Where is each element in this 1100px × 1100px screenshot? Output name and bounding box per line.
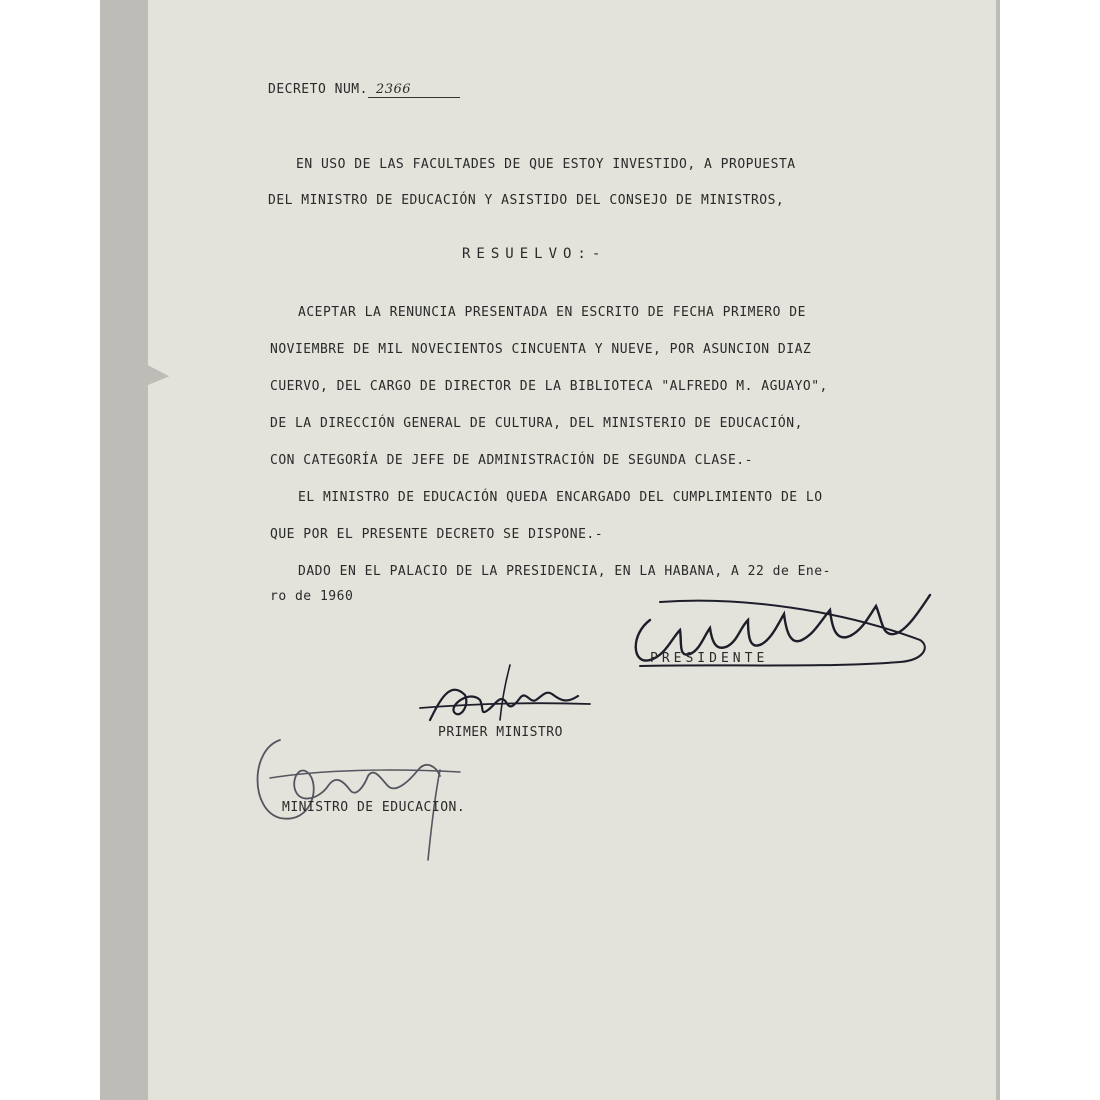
body-line: ACEPTAR LA RENUNCIA PRESENTADA EN ESCRITO DE FECHA PRIMERO DE bbox=[298, 305, 806, 320]
president-label: PRESIDENTE bbox=[650, 651, 769, 666]
body-line: NOVIEMBRE DE MIL NOVECIENTOS CINCUENTA Y NUEVE, POR ASUNCION DIAZ bbox=[270, 342, 812, 357]
body-line: DE LA DIRECCIÓN GENERAL DE CULTURA, DEL MINISTERIO DE EDUCACIÓN, bbox=[270, 416, 803, 431]
resolve-heading: RESUELVO:- bbox=[462, 246, 607, 262]
education-minister-label: MINISTRO DE EDUCACION. bbox=[282, 800, 466, 815]
preamble-line-1: EN USO DE LAS FACULTADES DE QUE ESTOY INVESTIDO, A PROPUESTA bbox=[296, 157, 796, 172]
body-line: CUERVO, DEL CARGO DE DIRECTOR DE LA BIBLIOTECA "ALFREDO M. AGUAYO", bbox=[270, 379, 828, 394]
body-line: QUE POR EL PRESENTE DECRETO SE DISPONE.- bbox=[270, 527, 604, 542]
decree-number: 2366 bbox=[368, 82, 460, 98]
body-line: DADO EN EL PALACIO DE LA PRESIDENCIA, EN LA HABANA, A 22 de Ene- bbox=[298, 564, 831, 579]
body-line: ro de 1960 bbox=[270, 589, 354, 604]
education-minister-signature bbox=[240, 720, 480, 870]
preamble-line-2: DEL MINISTRO DE EDUCACIÓN Y ASISTIDO DEL CONSEJO DE MINISTROS, bbox=[268, 193, 785, 208]
prime-minister-label: PRIMER MINISTRO bbox=[438, 725, 563, 740]
decree-label: DECRETO NUM. bbox=[268, 82, 368, 97]
decree-header bbox=[268, 82, 460, 98]
body-line: EL MINISTRO DE EDUCACIÓN QUEDA ENCARGADO DEL CUMPLIMIENTO DE LO bbox=[298, 490, 823, 505]
body-line: CON CATEGORÍA DE JEFE DE ADMINISTRACIÓN DE SEGUNDA CLASE.- bbox=[270, 453, 753, 468]
